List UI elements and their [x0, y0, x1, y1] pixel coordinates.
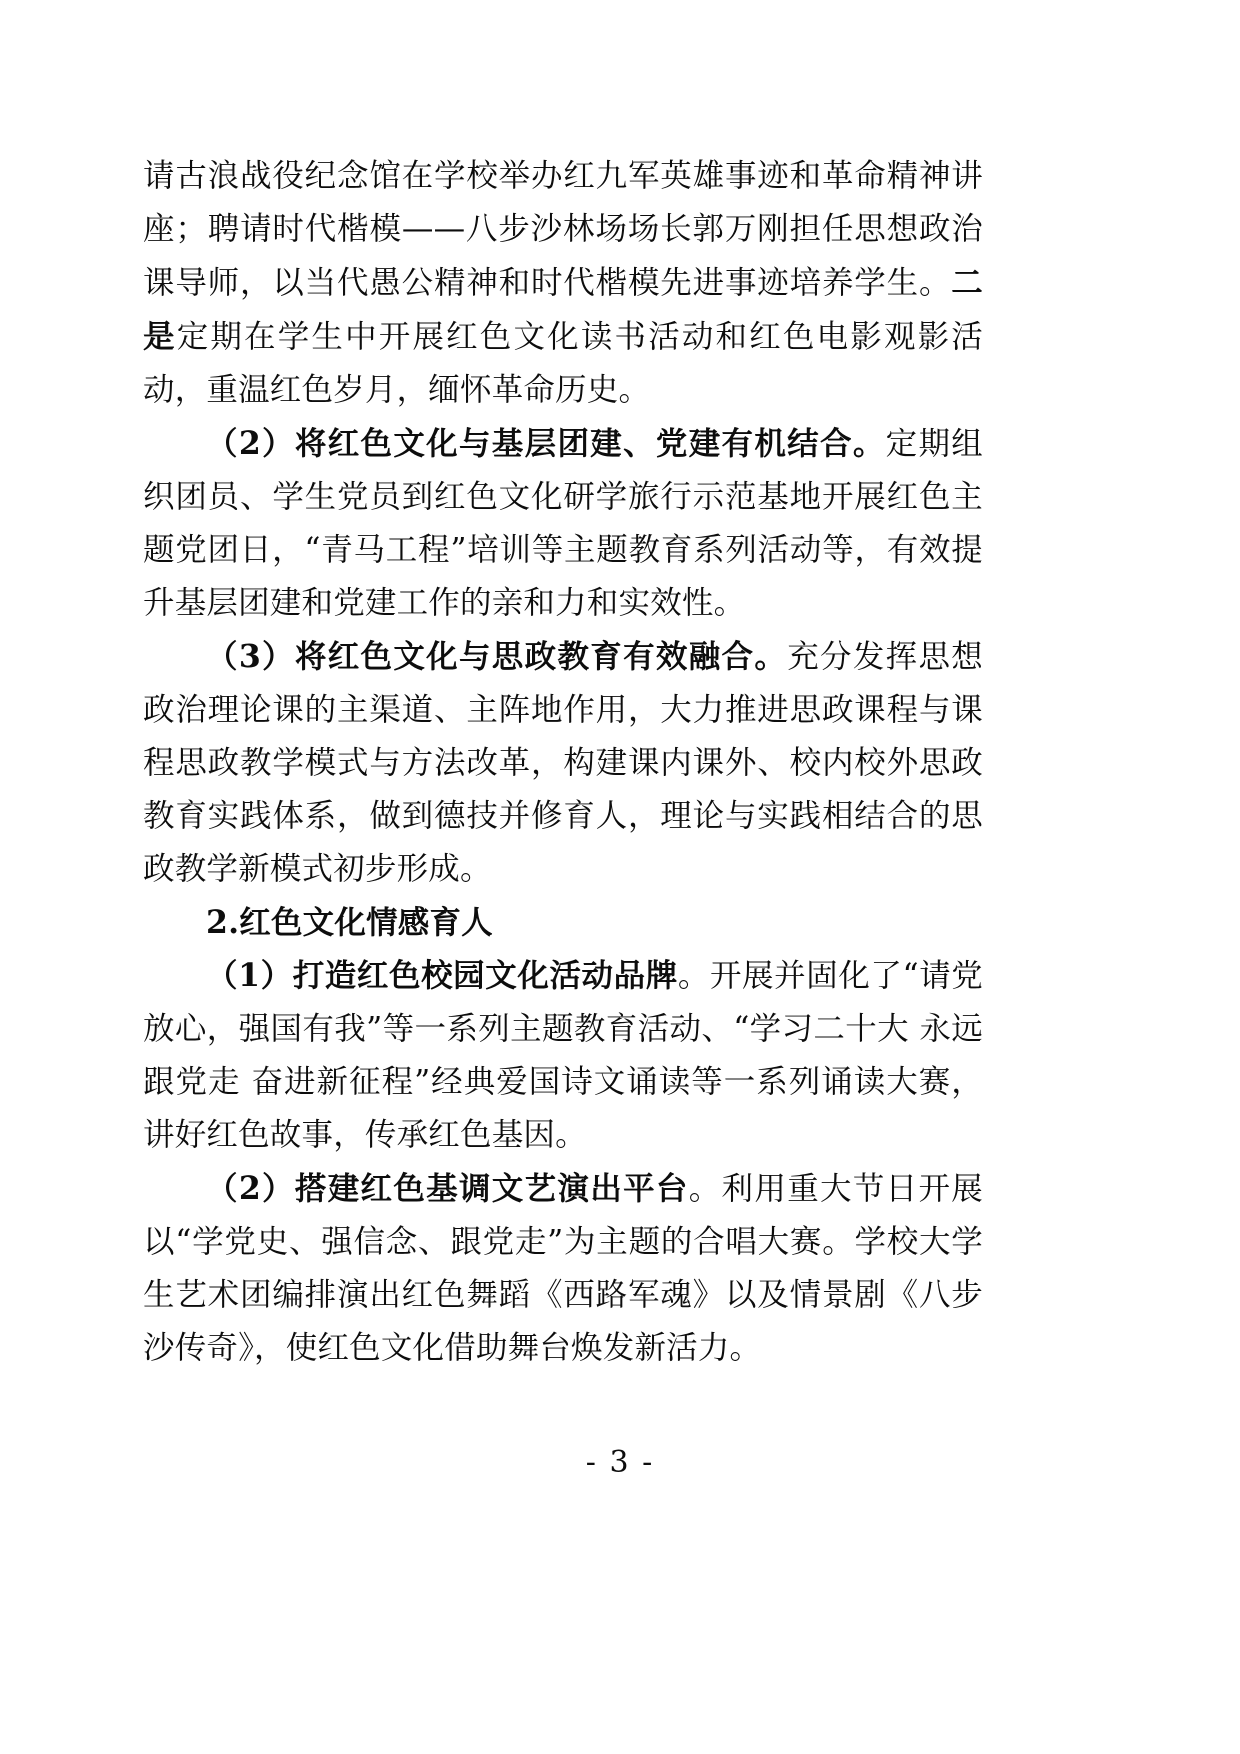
plain-text: 请古浪战役纪念馆在学校举办红九军英雄事迹和革命精神讲座；聘请时代楷模——八步沙林场场长郭万刚担任思想政治课导师，以当代愚公精神和时代楷模先进事迹培养学生。: [143, 158, 983, 301]
body-paragraph: [143, 630, 983, 896]
emphasis-text: （1）打造红色校园文化活动品牌: [206, 957, 678, 994]
body-paragraph: [143, 1162, 983, 1375]
emphasis-text: （3）将红色文化与思政教育有效融合。: [206, 638, 788, 675]
section-heading: [143, 896, 983, 949]
plain-text: 充分发挥思想政治理论课的主渠道、主阵地作用，大力推进思政课程与课程思政教学模式与方法改革，构建课内课外、校内校外思政教育实践体系，做到德技并修育人，理论与实践相结合的思政教学新模式初步形成。: [143, 639, 983, 887]
page-footer: [0, 1445, 1240, 1480]
emphasis-text: 2.红色文化情感育人: [206, 904, 493, 941]
emphasis-text: 二是: [143, 264, 983, 355]
plain-text: 定期组织团员、学生党员到红色文化研学旅行示范基地开展红色主题党团日，“青马工程”培训等主题教育系列活动等，有效提升基层团建和党建工作的亲和力和实效性。: [143, 426, 983, 621]
paragraph-container: [143, 150, 983, 1375]
plain-text: 。利用重大节日开展以“学党史、强信念、跟党走”为主题的合唱大赛。学校大学生艺术团编排演出红色舞蹈《西路军魂》以及情景剧《八步沙传奇》，使红色文化借助舞台焕发新活力。: [143, 1171, 983, 1366]
plain-text: 定期在学生中开展红色文化读书活动和红色电影观影活动，重温红色岁月，缅怀革命历史。: [143, 319, 983, 408]
body-paragraph: [143, 150, 983, 417]
body-paragraph: [143, 949, 983, 1162]
emphasis-text: （2）将红色文化与基层团建、党建有机结合。: [206, 425, 886, 462]
document-body: [143, 150, 983, 1375]
page-number: - 3 -: [585, 1445, 655, 1480]
emphasis-text: （2）搭建红色基调文艺演出平台: [206, 1170, 689, 1207]
plain-text: 。开展并固化了“请党放心，强国有我”等一系列主题教育活动、“学习二十大 永远跟党走 奋进新征程”经典爱国诗文诵读等一系列诵读大赛，讲好红色故事，传承红色基因。: [143, 958, 983, 1153]
body-paragraph: [143, 417, 983, 630]
